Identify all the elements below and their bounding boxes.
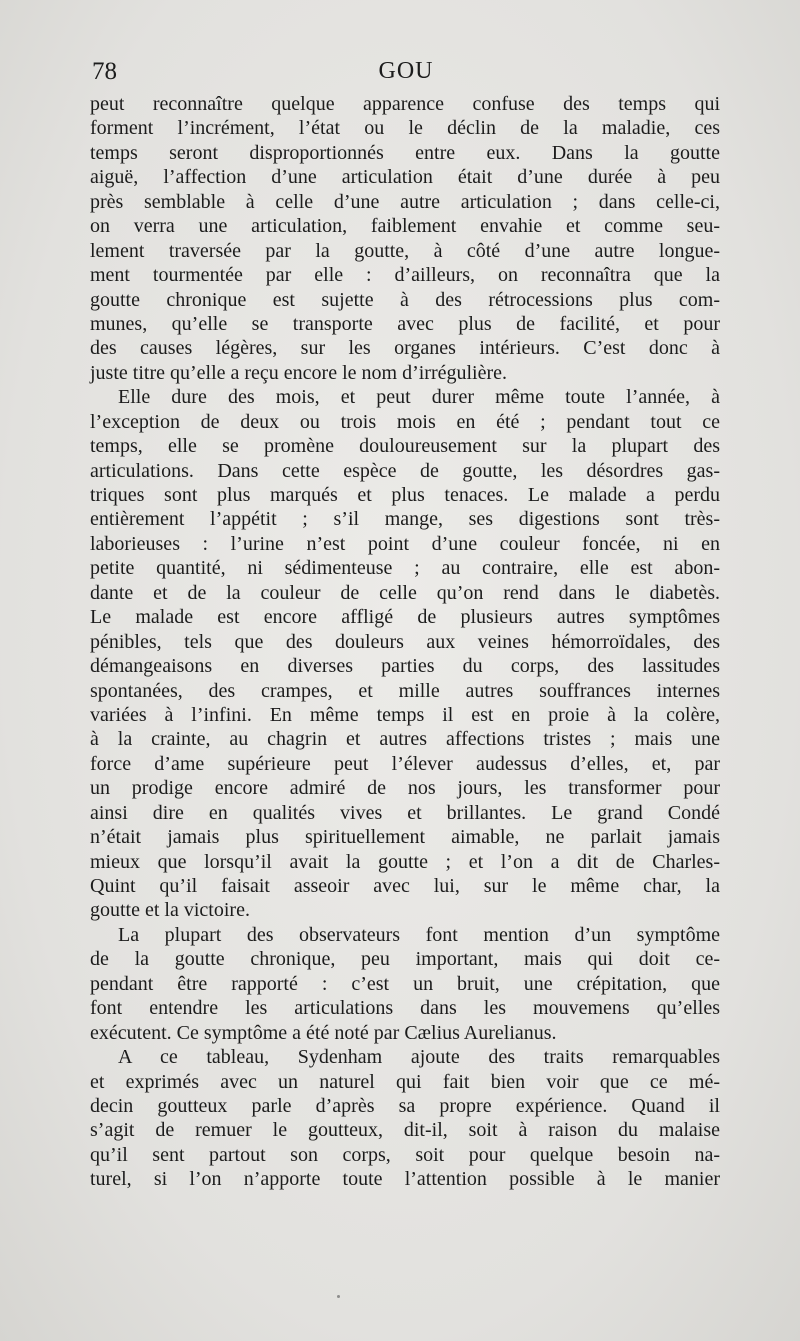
text-line: spontanées, des crampes, et mille autres souffrances internes [90, 679, 720, 702]
text-line: munes, qu’elle se transporte avec plus de facilité, et pour [90, 312, 720, 335]
text-line: A ce tableau, Sydenham ajoute des traits remarquables [118, 1046, 720, 1069]
text-line: decin goutteux parle d’après sa propre expérience. Quand il [90, 1094, 720, 1117]
text-line: peut reconnaître quelque apparence confuse des temps qui [90, 93, 720, 115]
text-line: on verra une articulation, faiblement envahie et comme seu- [90, 215, 720, 238]
text-line: mieux que lorsqu’il avait la goutte ; et l’on a dit de Charles- [90, 850, 720, 873]
print-speck [337, 1295, 340, 1298]
text-line: Quint qu’il faisait asseoir avec lui, sur le même char, la [90, 875, 720, 897]
text-line: ainsi dire en qualités vives et brillantes. Le grand Condé [90, 801, 720, 824]
text-line: à la crainte, au chagrin et autres affections tristes ; mais une [90, 728, 720, 751]
text-line: articulations. Dans cette espèce de goutte, les désordres gas- [90, 459, 720, 482]
text-line: triques sont plus marqués et plus tenaces. Le malade a perdu [90, 484, 720, 506]
text-line: s’agit de remuer le goutteux, dit-il, soit à raison du malaise [90, 1119, 720, 1142]
body-text [90, 92, 720, 1192]
text-line: près semblable à celle d’une autre articulation ; dans celle-ci, [90, 190, 720, 213]
text-line: lement traversée par la goutte, à côté d’une autre longue- [90, 239, 720, 262]
text-line: La plupart des observateurs font mention d’un symptôme [118, 923, 720, 946]
text-line: goutte et la victoire. [90, 899, 250, 922]
text-line: forment l’incrément, l’état ou le déclin de la maladie, ces [90, 117, 720, 140]
text-line: force d’ame supérieure peut l’élever audessus d’elles, et, par [90, 752, 720, 775]
text-line: Le malade est encore affligé de plusieurs autres symptômes [90, 606, 720, 629]
text-line: des causes légères, sur les organes intérieurs. C’est donc à [90, 337, 720, 360]
text-line: dante et de la couleur de celle qu’on rend dans le diabetès. [90, 581, 720, 604]
text-line: temps seront disproportionnés entre eux. Dans la goutte [90, 141, 720, 164]
running-head: GOU [378, 58, 434, 84]
text-line: juste titre qu’elle a reçu encore le nom d’irrégulière. [90, 361, 508, 384]
text-line: l’exception de deux ou trois mois en été ; pendant tout ce [90, 410, 720, 433]
text-line: exécutent. Ce symptôme a été noté par Cælius Aurelianus. [90, 1021, 557, 1044]
text-line: aiguë, l’affection d’une articulation était d’une durée à peu [90, 166, 720, 189]
text-line: entièrement l’appétit ; s’il mange, ses digestions sont très- [90, 508, 720, 531]
text-line: un prodige encore admiré de nos jours, les transformer pour [90, 777, 720, 800]
paragraph [90, 92, 720, 385]
page-header [92, 58, 720, 92]
text-line: goutte chronique est sujette à des rétrocessions plus com- [90, 288, 720, 311]
text-line: démangeaisons en diverses parties du corps, des lassitudes [90, 655, 720, 678]
text-line: de la goutte chronique, peu important, mais qui doit ce- [90, 948, 720, 971]
text-line: pénibles, tels que des douleurs aux veines hémorroïdales, des [90, 630, 720, 653]
text-line: ment tourmentée par elle : d’ailleurs, on reconnaîtra que la [90, 264, 720, 287]
text-line: pendant être rapporté : c’est un bruit, une crépitation, que [90, 972, 720, 995]
text-line: et exprimés avec un naturel qui fait bien voir que ce mé- [90, 1070, 720, 1093]
text-line: turel, si l’on n’apporte toute l’attention possible à le manier [90, 1168, 720, 1191]
text-line: temps, elle se promène douloureusement sur la plupart des [90, 435, 720, 458]
text-line: Elle dure des mois, et peut durer même toute l’année, à [118, 386, 720, 409]
paragraph [90, 1045, 720, 1192]
page-number: 78 [92, 58, 117, 85]
paragraph [90, 385, 720, 923]
text-line: variées à l’infini. En même temps il est en proie à la colère, [90, 703, 720, 726]
text-line: petite quantité, ni sédimenteuse ; au contraire, elle est abon- [90, 557, 720, 580]
text-line: laborieuses : l’urine n’est point d’une couleur foncée, ni en [90, 532, 720, 555]
text-line: font entendre les articulations dans les mouvemens qu’elles [90, 997, 720, 1020]
text-line: qu’il sent partout son corps, soit pour quelque besoin na- [90, 1143, 720, 1166]
text-line: n’était jamais plus spirituellement aimable, ne parlait jamais [90, 826, 720, 849]
paragraph [90, 923, 720, 1045]
